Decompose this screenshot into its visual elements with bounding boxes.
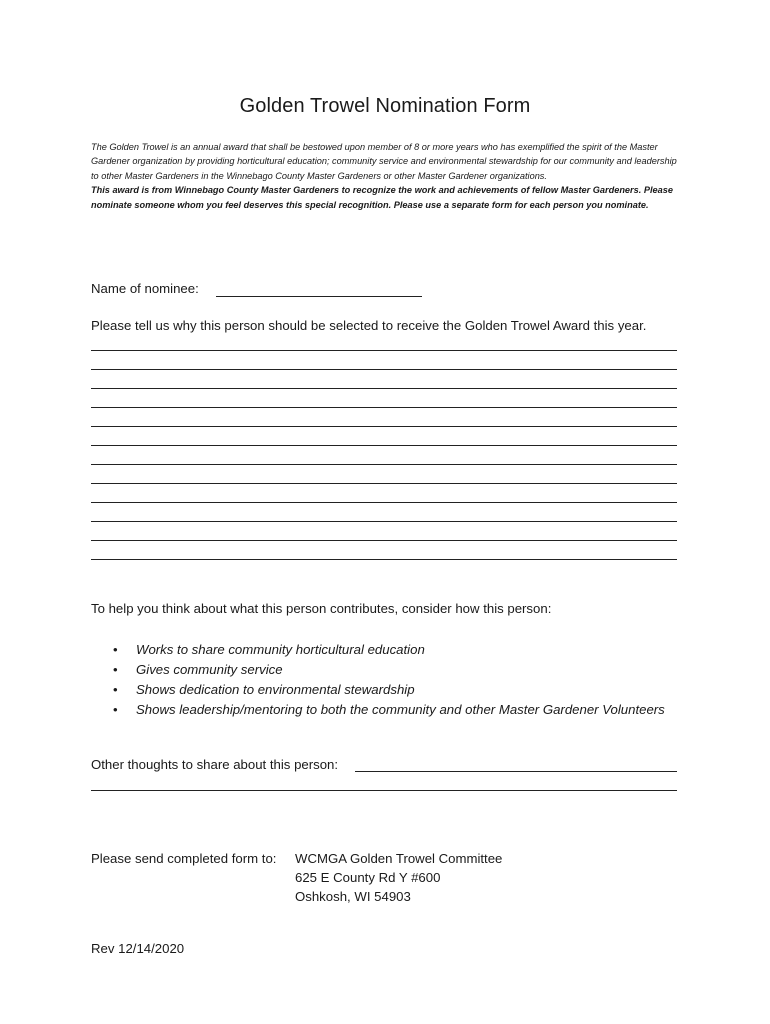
address-line-3: Oshkosh, WI 54903 — [295, 889, 411, 904]
contribution-list — [113, 640, 680, 720]
consider-label: To help you think about what this person contributes, consider how this person: — [91, 601, 552, 616]
why-answer-line-9[interactable] — [91, 502, 677, 503]
nominee-label: Name of nominee: — [91, 281, 199, 296]
bullet-icon: • — [113, 702, 118, 717]
other-thoughts-label: Other thoughts to share about this person: — [91, 757, 339, 772]
nominee-name-field[interactable] — [216, 296, 422, 297]
form-title: Golden Trowel Nomination Form — [239, 95, 531, 117]
why-answer-line-1[interactable] — [91, 350, 677, 351]
why-answer-line-5[interactable] — [91, 426, 677, 427]
why-answer-line-6[interactable] — [91, 445, 677, 446]
bullet-text: Gives community service — [136, 662, 283, 677]
intro-text — [91, 140, 681, 212]
address-line-1: WCMGA Golden Trowel Committee — [295, 851, 503, 866]
bullet-icon: • — [113, 682, 118, 697]
other-thoughts-line-2[interactable] — [91, 790, 677, 791]
why-answer-line-7[interactable] — [91, 464, 677, 465]
bullet-icon: • — [113, 662, 118, 677]
why-label: Please tell us why this person should be selected to receive the Golden Trowel Award this year. — [91, 318, 647, 333]
list-item — [113, 700, 680, 720]
send-to-label: Please send completed form to: — [91, 851, 277, 866]
address-line-2: 625 E County Rd Y #600 — [295, 870, 441, 885]
bullet-text: Shows dedication to environmental stewardship — [136, 682, 415, 697]
bullet-text: Shows leadership/mentoring to both the community and other Master Gardener Volunteers — [136, 702, 665, 717]
list-item — [113, 640, 680, 660]
bullet-text: Works to share community horticultural education — [136, 642, 425, 657]
other-thoughts-field[interactable] — [355, 771, 677, 772]
intro-description: The Golden Trowel is an annual award that shall be bestowed upon member of 8 or more years who has exemplified the spirit of the Master Gardener organization by providing horticultural education; community service and environmental stewardship for our community and leadership to other Master Gardeners in the Winnebago County Master Gardeners or other Master Gardener organizations. — [91, 142, 677, 181]
revision-date: Rev 12/14/2020 — [91, 941, 185, 956]
why-answer-line-2[interactable] — [91, 369, 677, 370]
why-answer-line-3[interactable] — [91, 388, 677, 389]
list-item — [113, 660, 680, 680]
intro-instructions: This award is from Winnebago County Master Gardeners to recognize the work and achievements of fellow Master Gardeners. Please nominate someone whom you feel deserves this special recognition. Please use a separate form for each person you nominate. — [91, 185, 673, 210]
bullet-icon: • — [113, 642, 118, 657]
why-answer-line-10[interactable] — [91, 521, 677, 522]
why-answer-line-11[interactable] — [91, 540, 677, 541]
list-item — [113, 680, 680, 700]
why-answer-line-8[interactable] — [91, 483, 677, 484]
why-answer-line-4[interactable] — [91, 407, 677, 408]
why-answer-line-12[interactable] — [91, 559, 677, 560]
